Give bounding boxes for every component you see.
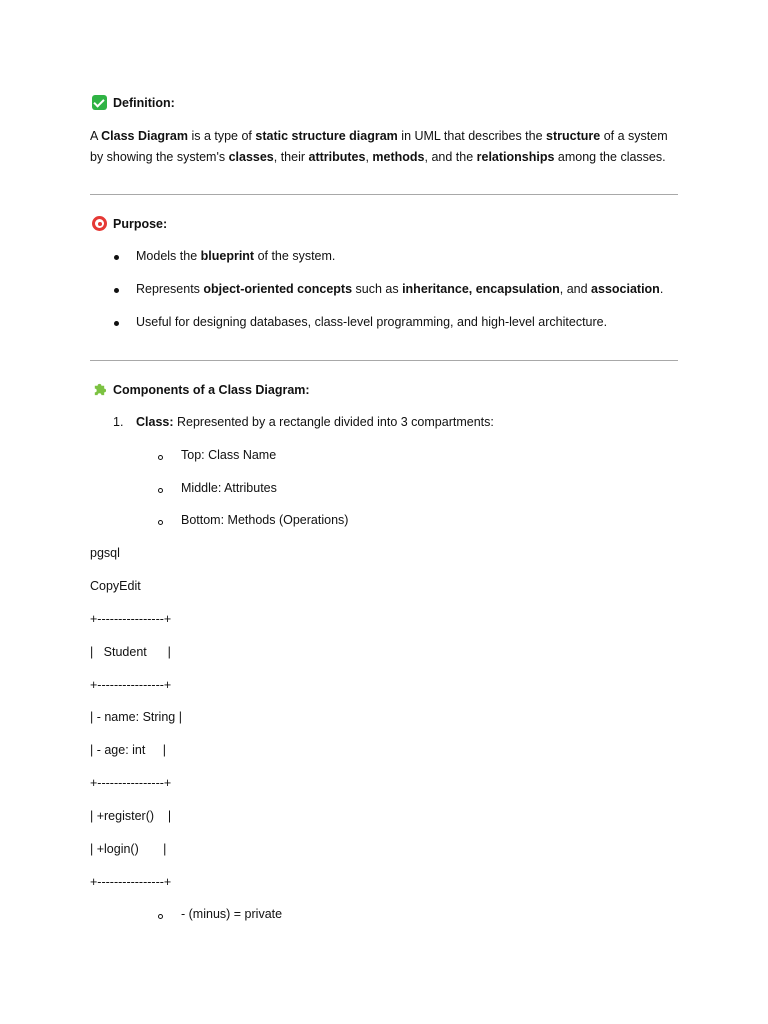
definition-heading: [92, 95, 175, 110]
subitem: Bottom: Methods (Operations): [181, 513, 349, 527]
bullet-marker: [114, 321, 119, 326]
divider: [90, 360, 678, 361]
code-language-label: pgsql: [90, 546, 120, 560]
purpose-heading: [92, 216, 167, 231]
subitem: Middle: Attributes: [181, 481, 277, 495]
divider: [90, 194, 678, 195]
circle-bullet: [158, 520, 163, 525]
code-line: | +register() |: [90, 809, 172, 823]
circle-bullet: [158, 488, 163, 493]
subitem: Top: Class Name: [181, 448, 277, 462]
circle-bullet: [158, 455, 163, 460]
code-line: | +login() |: [90, 842, 167, 856]
code-line: | - age: int |: [90, 743, 166, 757]
components-heading-text: Components of a Class Diagram:: [113, 382, 310, 397]
circle-bullet: [158, 914, 163, 919]
definition-paragraph: A Class Diagram is a type of static structure diagram in UML that describes the structure of a system by showing the system's classes, their attributes, methods, and the relationships among the classes.: [90, 129, 668, 164]
target-icon: [92, 216, 107, 231]
code-line: +----------------+: [90, 776, 172, 790]
purpose-item: Represents object-oriented concepts such as inheritance, encapsulation, and association.: [136, 282, 664, 296]
bullet-marker: [114, 255, 119, 260]
purpose-heading-text: Purpose:: [113, 216, 168, 231]
visibility-item: - (minus) = private: [181, 907, 283, 921]
definition-heading-text: Definition:: [113, 95, 175, 110]
list-number: 1.: [113, 415, 124, 429]
puzzle-icon: [92, 382, 107, 397]
bullet-marker: [114, 288, 119, 293]
copy-edit-label: CopyEdit: [90, 579, 141, 593]
code-line: | - name: String |: [90, 710, 182, 724]
code-line: | Student |: [90, 645, 171, 659]
purpose-item: Useful for designing databases, class-level programming, and high-level architecture.: [136, 315, 608, 329]
check-icon: [92, 95, 107, 110]
components-item: Class: Represented by a rectangle divided into 3 compartments:: [136, 415, 494, 429]
code-line: +----------------+: [90, 612, 172, 626]
purpose-item: Models the blueprint of the system.: [136, 249, 336, 263]
components-heading: [92, 382, 310, 397]
code-line: +----------------+: [90, 678, 172, 692]
code-line: +----------------+: [90, 875, 172, 889]
